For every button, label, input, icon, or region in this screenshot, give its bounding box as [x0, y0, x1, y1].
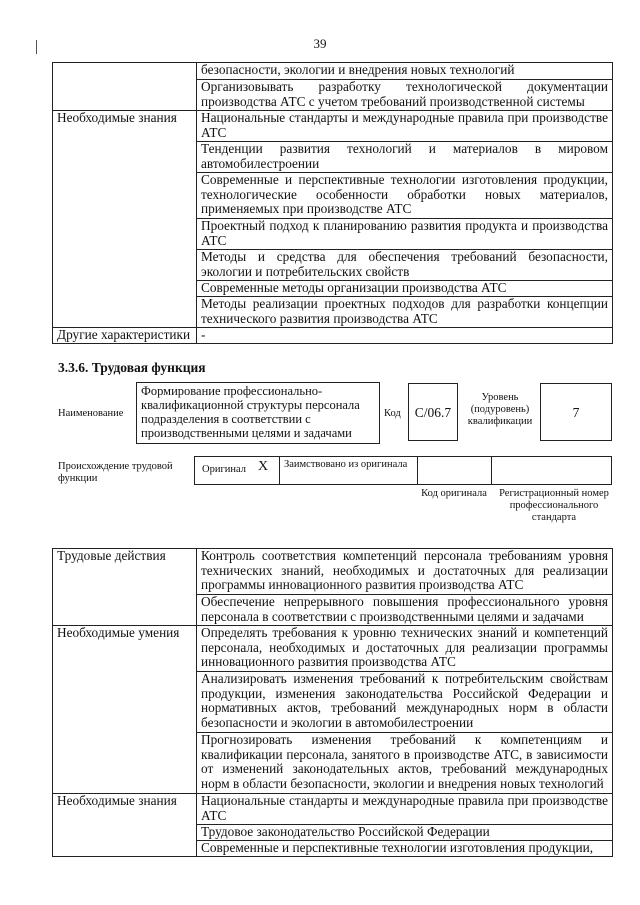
- function-name-value: Формирование профессионально-квалификационной структуры персонала подразделения в соответствии с производственными целями и задачами: [141, 384, 360, 440]
- name-label: Наименование: [58, 408, 124, 419]
- table-cell: Национальные стандарты и международные правила при производстве АТС: [197, 794, 613, 825]
- margin-mark: [36, 40, 37, 54]
- row-label-skills: Необходимые умения: [53, 626, 197, 794]
- table-cell: Анализировать изменения требований к потребительским свойствам продукции, изменения законодательства Российской Федерации и нормативных актов, требований международных норм в области безопасности и экологии в автомобилестроении: [197, 672, 613, 733]
- labor-function-table: [52, 548, 613, 857]
- table-cell: Определять требования к уровню технических знаний и компетенций персонала, необходимых и достаточных для реализации программы инновационного развития производства АТС: [197, 626, 613, 672]
- row-label-knowledge: Необходимые знания: [53, 794, 197, 857]
- table-cell: Организовывать разработку технологической документации производства АТС с учетом требований производственной системы: [197, 80, 613, 111]
- page-number: 39: [313, 36, 327, 51]
- table-cell: Прогнозировать изменения требований к компетенциям и квалификации персонала, занятого в производстве АТС, в зависимости от изменений законодательных актов, требований международных норм в области безопасности, экологии и внедрения новых технологий: [197, 733, 613, 794]
- reg-number-label: Регистрационный номер профессионального стандарта: [499, 488, 609, 523]
- table-cell: Современные методы организации производства АТС: [197, 281, 613, 297]
- code-original-label: Код оригинала: [421, 488, 487, 499]
- code-label: Код: [384, 408, 401, 419]
- function-name-box: [136, 382, 380, 444]
- table-cell: безопасности, экологии и внедрения новых технологий: [197, 63, 613, 80]
- row-label-knowledge: Необходимые знания: [53, 111, 197, 328]
- row-label-actions: Трудовые действия: [53, 549, 197, 626]
- competency-table-continued: [52, 62, 613, 344]
- row-label: [53, 63, 197, 111]
- origin-label: Происхождение трудовой функции: [58, 461, 173, 484]
- table-cell: Современные и перспективные технологии изготовления продукции,: [197, 841, 613, 857]
- table-cell: Трудовое законодательство Российской Федерации: [197, 825, 613, 841]
- original-label: Оригинал: [202, 464, 246, 475]
- table-cell: Национальные стандарты и международные правила при производстве АТС: [197, 111, 613, 142]
- borrowed-label: Заимствовано из оригинала: [284, 459, 408, 470]
- table-cell: -: [197, 328, 613, 344]
- row-label-other: Другие характеристики: [53, 328, 197, 344]
- code-value: С/06.7: [414, 405, 452, 420]
- table-cell: Контроль соответствия компетенций персонала требованиям уровня технических знаний, необходимых и достаточных для реализации программы инновационного развития производства АТС: [197, 549, 613, 595]
- code-box: [408, 383, 458, 441]
- table-cell: Обеспечение непрерывного повышения профессионального уровня персонала в соответствии с производственными целями и задачами: [197, 595, 613, 626]
- table-cell: Проектный подход к планированию развития продукта и производства АТС: [197, 219, 613, 250]
- section-title: 3.3.6. Трудовая функция: [58, 360, 206, 375]
- table-cell: Тенденции развития технологий и материалов в мировом автомобилестроении: [197, 142, 613, 173]
- level-value: 7: [572, 405, 580, 420]
- level-box: [540, 383, 612, 441]
- table-cell: Методы и средства для обеспечения требований безопасности, экологии и потребительских свойств: [197, 250, 613, 281]
- table-cell: Современные и перспективные технологии изготовления продукции, технологические особенности обработки новых материалов, применяемых при производстве АТС: [197, 173, 613, 219]
- level-label: Уровень (подуровень) квалификации: [467, 392, 533, 427]
- original-mark: X: [258, 459, 269, 474]
- table-cell: Методы реализации проектных подходов для разработки концепции технического развития производства АТС: [197, 297, 613, 328]
